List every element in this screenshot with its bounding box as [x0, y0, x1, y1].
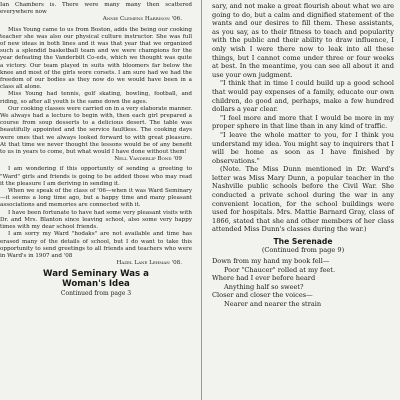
section-subtitle: (Continued from page 9) — [261, 246, 345, 255]
poem-line: Nearer and nearer the strain — [224, 300, 322, 308]
signature: Hazel Lane Lehman '08. — [116, 260, 182, 267]
poem-line: Anything half so sweet? — [224, 282, 304, 291]
column-divider — [201, 0, 202, 400]
poem-line: Poor "Chaucer" rolled at my feet. — [224, 265, 336, 274]
paragraph: Ian Chambers is. There were many many then scattered everywhere now — [0, 2, 192, 16]
paragraph: "I think that in time I could build up a good school that would pay expenses of a family, educate our own children, do good and, perhaps, make a few hundred dollars a year clear. — [212, 79, 394, 114]
paragraph: sary, and not make a great flourish about what we are going to do, but a calm and dignified statement of the wants and our desires to fill them. These assistants, as you say, as to their fitness to teach and popularity with the public and their ability to draw influence, I only wish I were there now to leak into all these things, but I cannot come under three or four weeks at best. In the meantime, you can see all about it and use your own judgment. — [212, 2, 394, 79]
poem-line: Closer and closer the voices— — [212, 291, 313, 300]
article-headline: Ward Seminary Was a — [43, 269, 149, 280]
paragraph: I am wondering if this opportunity of sending a greeting to "Ward" girls and friends is going to be added those who may read it the pleasure I am deriving in sending it. — [0, 166, 192, 187]
right-column — [212, 2, 394, 309]
paragraph: I have been fortunate to have had some very pleasant visits with Dr. and Mrs. Blanton since leaving school, also some very happy times with my dear school friends. — [0, 209, 192, 231]
paragraph: Our cooking classes were carried on in a very elaborate manner. We always had a lecture to begin with, then each girl prepared a course from soup desserts to a delicious desert. The table was beautifully appointed and the service faultless. The cooking days were ones that we always looked forward to with great pleasure. At that time we never thought the lessons would be of any benefit to us in years to come, but what would I have done without them! — [0, 105, 192, 156]
paragraph: "I feel more and more that I would be more in my proper sphere in that line than in any kind of traffic. — [212, 113, 394, 131]
article-headline: Woman's Idea — [62, 278, 130, 289]
left-column — [0, 2, 192, 297]
paragraph: "I leave the whole matter to you, for I think you understand my idea. You might say to inquirers that I will be home as soon as I have finished by observations." — [212, 130, 394, 165]
paragraph: Miss Young came to us from Boston, adds the being our cooking teacher she was also our physical culture instructor. She was full of new ideas in both lines and it was that year that we organized such a splendid basketball team and we were champions for the year defeating the Vanderbilt Co-eds, which we thought was quite a victory. Our team played in suits with bloomers far below the knee and most of the girls wore corsets. I am sure had we had the freedom of our bodies as they now do we would have been in a class all alone. — [0, 26, 192, 91]
paragraph: Miss Young had tennis, golf skating, bowling, football, and riding, so after all youth is the same down the ages. — [0, 91, 192, 105]
poem-line: Down from my hand my book fell— — [212, 257, 330, 266]
paragraph: (Note. The Miss Dunn mentioned in Dr. Ward's letter was Miss Mary Dunn, a popular teacher in the Nashville public schools before the Civil War. She conducted a private school during the war in any convenient location, for the school buildings were used for hospitals. Mrs. Mattie Barnard Gray, class of 1866, stated that she and other members of her class attended Miss Dunn's classes during the war.) — [212, 165, 394, 234]
poem-line: Where had I ever before heard — [212, 274, 316, 283]
article-subhead: Continued from page 3 — [60, 289, 132, 297]
section-title: The Serenade — [273, 237, 333, 247]
paragraph: I am sorry my Ward "hodaks" are not available and time has erased many of the details of school, but I do want to take this opportunity to send greetings to all friends and teachers who were in Ward's in 1907 and '08 — [0, 231, 192, 259]
signature: Annie Clemens Harrison '06. — [102, 16, 182, 23]
paragraph: When we speak of the class of '06—when it was Ward Seminary—it seems a long time ago, but a happy time and many pleasant associations and memories are connected with it. — [0, 188, 192, 209]
signature: Nell Vanderlip Bond '09 — [114, 156, 182, 163]
